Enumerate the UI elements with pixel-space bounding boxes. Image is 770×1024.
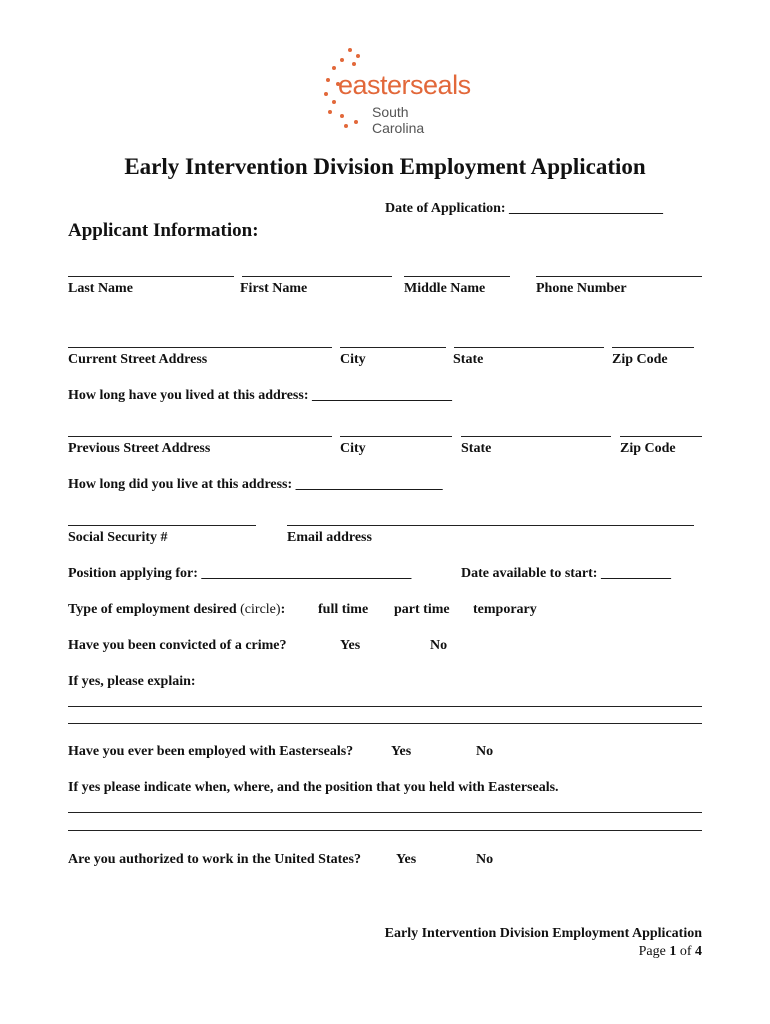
email-label: Email address — [287, 530, 372, 545]
current-zip-label: Zip Code — [612, 352, 668, 367]
phone-number-line[interactable] — [536, 276, 702, 277]
middle-name-label: Middle Name — [404, 281, 486, 296]
current-zip-line[interactable] — [612, 347, 694, 348]
current-state-line[interactable] — [454, 347, 604, 348]
crime-no-option[interactable]: No — [430, 638, 448, 653]
option-part-time[interactable]: part time — [394, 602, 450, 617]
first-name-label: First Name — [240, 281, 308, 296]
authorized-yes-option[interactable]: Yes — [396, 852, 417, 867]
page-prefix: Page — [638, 944, 666, 959]
footer-title: Early Intervention Division Employment Application — [384, 926, 702, 941]
previous-city-label: City — [340, 441, 366, 456]
crime-explain-line-1[interactable] — [68, 706, 702, 707]
option-temporary[interactable]: temporary — [473, 602, 537, 617]
previous-city-line[interactable] — [340, 436, 452, 437]
employment-type-label — [68, 602, 285, 618]
employment-type-hint: (circle) — [240, 602, 281, 617]
page-title: Early Intervention Division Employment Application — [124, 154, 646, 179]
ssn-label: Social Security # — [68, 530, 168, 545]
previous-state-line[interactable] — [461, 436, 611, 437]
first-name-line[interactable] — [242, 276, 392, 277]
crime-yes-option[interactable]: Yes — [340, 638, 361, 653]
employment-type-colon: : — [280, 602, 286, 617]
crime-explain-line-2[interactable] — [68, 723, 702, 724]
option-full-time[interactable]: full time — [318, 602, 369, 617]
date-of-application-field[interactable]: Date of Application: ______________________ — [385, 201, 664, 216]
employed-explain-line-1[interactable] — [68, 812, 702, 813]
current-city-label: City — [340, 352, 366, 367]
current-street-line[interactable] — [68, 347, 332, 348]
page-total: 4 — [695, 944, 702, 959]
previous-zip-label: Zip Code — [620, 441, 676, 456]
section-title: Applicant Information: — [68, 220, 259, 241]
position-field[interactable]: Position applying for: ______________________________ — [68, 566, 412, 581]
current-duration-field[interactable]: How long have you lived at this address: ____________________ — [68, 388, 452, 403]
footer-page-number — [639, 944, 702, 960]
previous-street-label: Previous Street Address — [68, 441, 211, 456]
ssn-line[interactable] — [68, 525, 256, 526]
current-state-label: State — [453, 352, 484, 367]
employed-question-label: Have you ever been employed with Easterseals? — [68, 744, 354, 759]
previous-state-label: State — [461, 441, 492, 456]
logo-brand: easterseals — [338, 70, 471, 100]
crime-question-label: Have you been convicted of a crime? — [68, 638, 287, 653]
employed-explain-line-2[interactable] — [68, 830, 702, 831]
authorized-no-option[interactable]: No — [476, 852, 494, 867]
current-street-label: Current Street Address — [68, 352, 208, 367]
page-of: of — [679, 944, 692, 959]
previous-street-line[interactable] — [68, 436, 332, 437]
email-line[interactable] — [287, 525, 694, 526]
current-city-line[interactable] — [340, 347, 446, 348]
last-name-label: Last Name — [68, 281, 133, 296]
employment-type-text: Type of employment desired — [68, 602, 237, 617]
employed-no-option[interactable]: No — [476, 744, 494, 759]
logo-region: South Carolina — [372, 104, 425, 136]
last-name-line[interactable] — [68, 276, 234, 277]
page-current: 1 — [669, 944, 677, 959]
date-available-field[interactable]: Date available to start: __________ — [461, 566, 671, 581]
previous-duration-field[interactable]: How long did you live at this address: _____________________ — [68, 477, 443, 492]
previous-zip-line[interactable] — [620, 436, 702, 437]
logo — [322, 44, 471, 136]
employed-explain-label: If yes please indicate when, where, and the position that you held with Easterseals. — [68, 780, 559, 795]
middle-name-line[interactable] — [404, 276, 510, 277]
crime-explain-label: If yes, please explain: — [68, 674, 196, 689]
authorized-question-label: Are you authorized to work in the United States? — [68, 852, 361, 867]
phone-number-label: Phone Number — [536, 281, 627, 296]
employed-yes-option[interactable]: Yes — [391, 744, 412, 759]
